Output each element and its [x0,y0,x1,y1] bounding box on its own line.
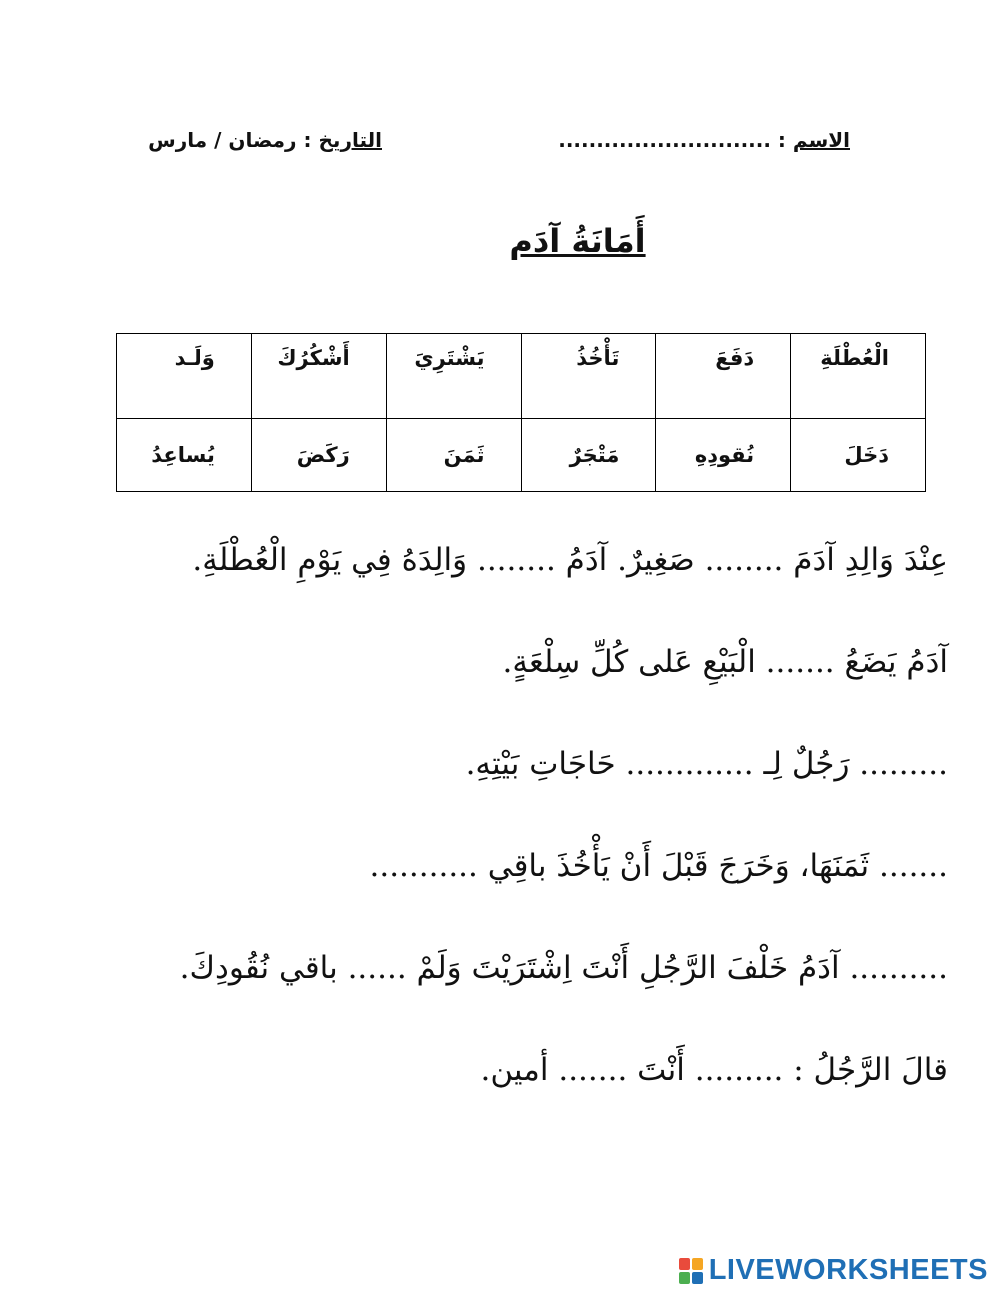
word-cell: نُقودِهِ [656,419,791,492]
sentence-6[interactable]: قالَ الرَّجُلُ : ......... أَنْتَ ....... أمين. [480,1052,948,1088]
date-label: التاريخ [318,128,382,152]
word-cell: دَخَلَ [791,419,926,492]
word-cell: أَشْكُرُكَ [251,334,386,419]
word-cell: ثَمَنَ [386,419,521,492]
name-field [558,128,850,152]
word-cell: تَأْخُذُ [521,334,656,419]
worksheet-title: أَمَانَةُ آدَم [509,222,646,260]
date-separator: : [296,128,319,152]
logo-mark-icon [679,1258,703,1284]
date-field [148,128,382,152]
word-cell: دَفَعَ [656,334,791,419]
sentence-3[interactable]: ......... رَجُلٌ لِـ ............. حَاجَاتِ بَيْتِهِ. [465,746,948,782]
sentence-1[interactable]: عِنْدَ وَالِدِ آدَمَ ........ صَغِيرٌ. آدَمُ ........ وَالِدَهُ فِي يَوْمِ الْعُطْلَةِ. [192,542,948,578]
word-cell: يَشْتَرِيَ [386,334,521,419]
name-label: الاسم [792,128,850,152]
word-cell: رَكَضَ [251,419,386,492]
logo-text: LIVEWORKSHEETS [708,1254,988,1286]
word-cell: يُساعِدُ [117,419,252,492]
word-cell: مَتْجَرٌ [521,419,656,492]
name-separator: : [770,128,793,152]
fill-in-sentences [88,534,948,1146]
word-cell: وَلَـد [117,334,252,419]
sentence-5[interactable]: .......... آدَمُ خَلْفَ الرَّجُلِ أَنْتَ اِشْتَرَيْتَ وَلَمْ ...... باقي نُقُودِكَ. [179,950,948,986]
date-value: رمضان / مارس [148,128,297,152]
liveworksheets-logo [679,1254,988,1287]
word-bank-row [117,334,926,419]
word-bank-table [116,333,926,492]
word-bank-row [117,419,926,492]
name-blank[interactable]: ............................ [558,128,771,152]
word-cell: الْعُطْلَةِ [791,334,926,419]
header [0,128,1000,168]
sentence-4[interactable]: ....... ثَمَنَهَا، وَخَرَجَ قَبْلَ أَنْ يَأْخُذَ باقِي ........... [369,848,948,884]
sentence-2[interactable]: آدَمُ يَضَعُ ....... الْبَيْعِ عَلى كُلِّ سِلْعَةٍ. [502,644,948,680]
